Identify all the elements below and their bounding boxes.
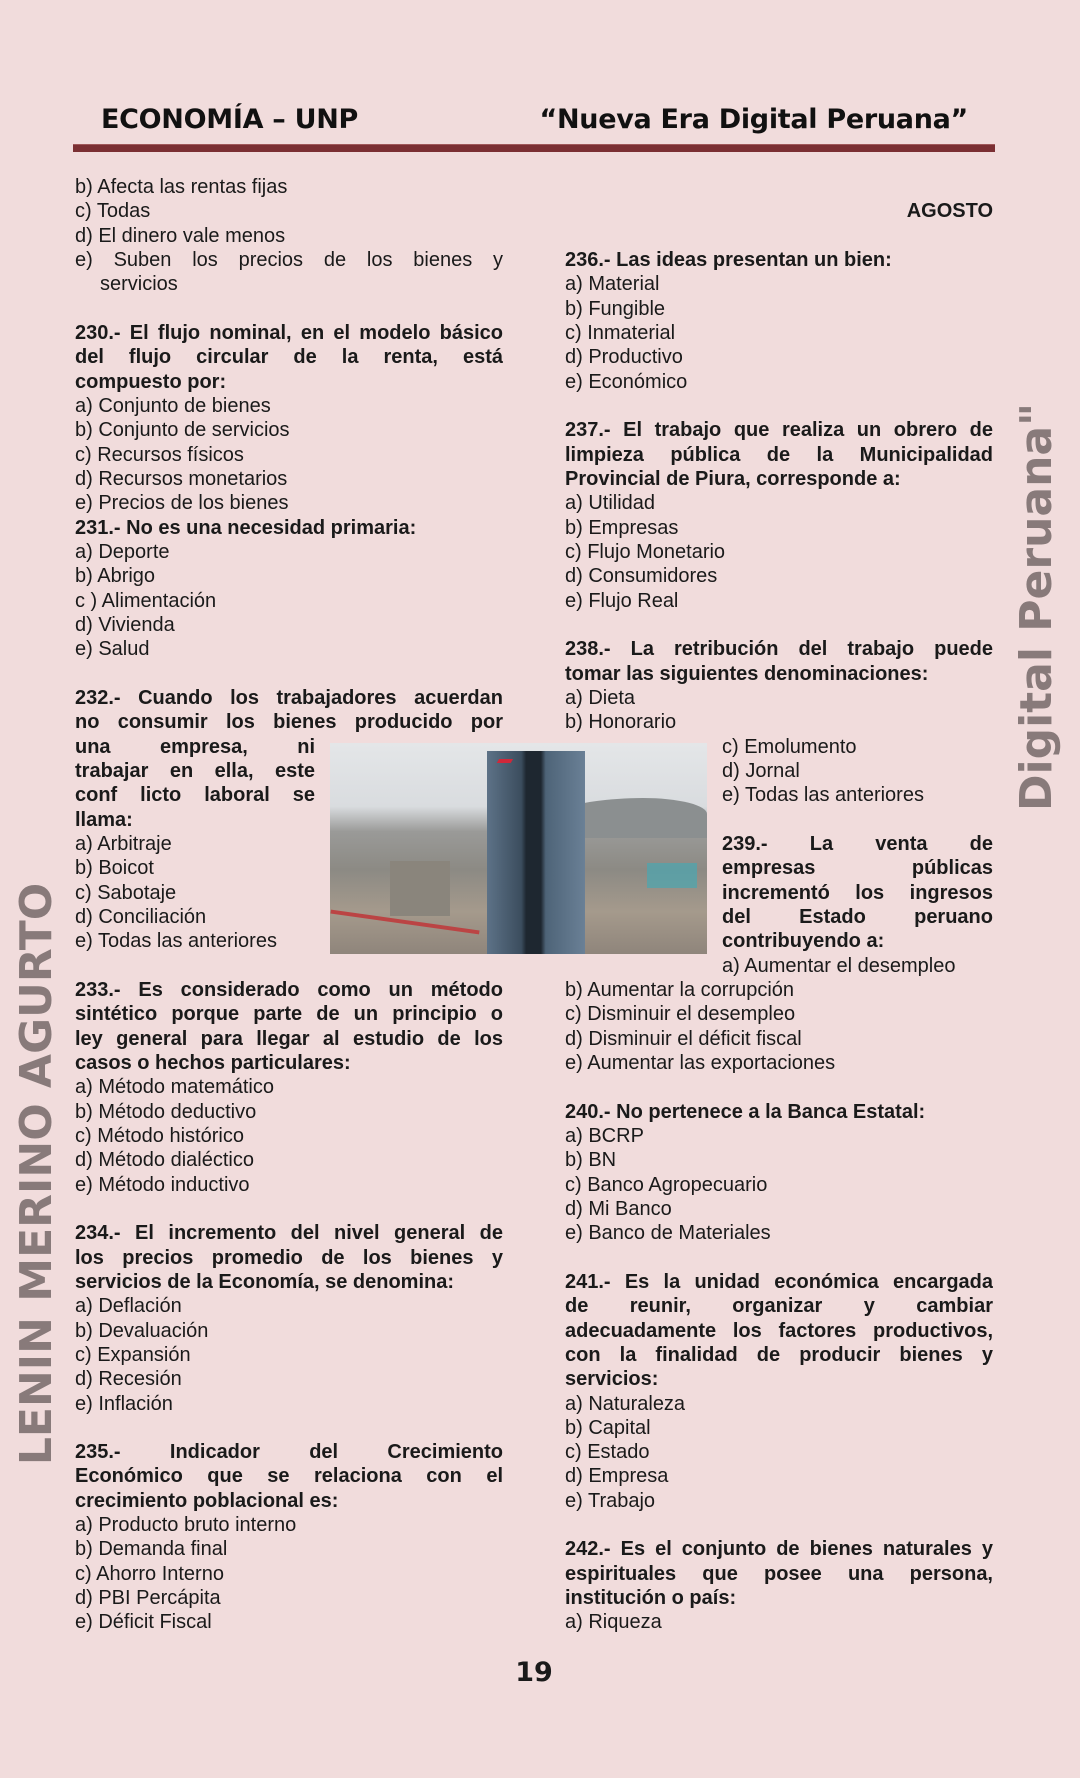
- question-text: llama:: [75, 808, 133, 831]
- question-text: ley general para llegar al estudio de los: [75, 1027, 503, 1050]
- answer-option: b) Boicot: [75, 857, 154, 880]
- answer-option: a) Naturaleza: [565, 1392, 686, 1415]
- answer-option: b) Empresas: [565, 516, 679, 539]
- question-text: espirituales que posee una persona,: [565, 1562, 993, 1585]
- question-text: una empresa, ni: [75, 735, 315, 758]
- answer-option: c) Disminuir el desempleo: [565, 1003, 796, 1026]
- question-text: 235.- Indicador del Crecimiento: [75, 1441, 503, 1464]
- answer-option: e) Aumentar las exportaciones: [565, 1051, 836, 1074]
- question-text: 239.- La venta de: [722, 832, 993, 855]
- answer-option: c) Todas: [75, 200, 151, 223]
- answer-option: e) Déficit Fiscal: [75, 1611, 212, 1634]
- question-text: los precios promedio de los bienes y: [75, 1246, 503, 1269]
- answer-option: c) Sabotaje: [75, 881, 177, 904]
- question-text: contribuyendo a:: [722, 930, 885, 953]
- answer-option: a) Deporte: [75, 540, 170, 563]
- header-title: “Nueva Era Digital Peruana”: [539, 104, 968, 135]
- answer-option: a) Material: [565, 273, 660, 296]
- question-text: 236.- Las ideas presentan un bien:: [565, 248, 892, 271]
- question-text: 233.- Es considerado como un método: [75, 978, 503, 1001]
- question-text: 232.- Cuando los trabajadores acuerdan: [75, 686, 503, 709]
- answer-option: c) Expansión: [75, 1343, 191, 1366]
- watermark-author: LENIN MERINO AGURTO: [11, 882, 62, 1466]
- answer-option: e) Inflación: [75, 1392, 173, 1415]
- answer-option: b) Método deductivo: [75, 1100, 257, 1123]
- question-text: 234.- El incremento del nivel general de: [75, 1222, 503, 1245]
- answer-option: d) Recesión: [75, 1368, 182, 1391]
- answer-option: b) Conjunto de servicios: [75, 419, 290, 442]
- answer-option: e) Todas las anteriores: [75, 930, 277, 953]
- tower-photo: [330, 743, 707, 954]
- answer-option: c) Banco Agropecuario: [565, 1173, 768, 1196]
- header-rule: [73, 144, 995, 152]
- question-text: del Estado peruano: [722, 905, 993, 928]
- photo-tower: [487, 751, 585, 954]
- watermark-brand: Digital Peruana": [1011, 402, 1062, 812]
- question-text: empresas públicas: [722, 857, 993, 880]
- answer-option: a) Utilidad: [565, 492, 656, 515]
- question-text: del flujo circular de la renta, está: [75, 346, 503, 369]
- answer-option: d) El dinero vale menos: [75, 224, 286, 247]
- answer-option: a) Conjunto de bienes: [75, 394, 271, 417]
- answer-option: e) Todas las anteriores: [722, 784, 924, 807]
- answer-option: b) Devaluación: [75, 1319, 209, 1342]
- question-text: tomar las siguientes denominaciones:: [565, 662, 929, 685]
- answer-option: d) Método dialéctico: [75, 1149, 254, 1172]
- answer-option: c) Estado: [565, 1441, 650, 1464]
- answer-option: b) BN: [565, 1149, 617, 1172]
- answer-option: e) Banco de Materiales: [565, 1222, 771, 1245]
- answer-option: e) Suben los precios de los bienes y: [75, 248, 503, 271]
- answer-option: d) Consumidores: [565, 565, 718, 588]
- question-text: 237.- El trabajo que realiza un obrero de: [565, 419, 993, 442]
- question-text: crecimiento poblacional es:: [75, 1489, 339, 1512]
- answer-option: b) Abrigo: [75, 565, 156, 588]
- answer-option: a) BCRP: [565, 1124, 644, 1147]
- answer-option: b) Aumentar la corrupción: [565, 978, 795, 1001]
- answer-option: a) Deflación: [75, 1295, 182, 1318]
- question-text: Provincial de Piura, corresponde a:: [565, 467, 901, 490]
- photo-building: [390, 861, 450, 916]
- question-text: sintético porque parte de un principio o: [75, 1003, 503, 1026]
- answer-option: c) Ahorro Interno: [75, 1562, 224, 1585]
- answer-option: c) Flujo Monetario: [565, 540, 726, 563]
- question-text: servicios:: [565, 1368, 659, 1391]
- question-text: compuesto por:: [75, 370, 227, 393]
- question-text: 241.- Es la unidad económica encargada: [565, 1270, 993, 1293]
- answer-option: servicios: [100, 273, 178, 296]
- header-subject: ECONOMÍA – UNP: [101, 104, 358, 135]
- answer-option: e) Económico: [565, 370, 688, 393]
- answer-option: c) Recursos físicos: [75, 443, 244, 466]
- answer-option: c) Emolumento: [722, 735, 857, 758]
- answer-option: c) Inmaterial: [565, 321, 676, 344]
- answer-option: c) Método histórico: [75, 1124, 244, 1147]
- question-text: con la finalidad de producir bienes y: [565, 1343, 993, 1366]
- answer-option: d) Disminuir el déficit fiscal: [565, 1027, 802, 1050]
- photo-colored-houses: [647, 863, 697, 888]
- answer-option: b) Fungible: [565, 297, 666, 320]
- answer-option: d) Empresa: [565, 1465, 669, 1488]
- question-text: Económico que se relaciona con el: [75, 1465, 503, 1488]
- answer-option: a) Método matemático: [75, 1076, 274, 1099]
- question-text: 230.- El flujo nominal, en el modelo básico: [75, 321, 503, 344]
- answer-option: e) Flujo Real: [565, 589, 679, 612]
- month-label: AGOSTO: [906, 200, 993, 223]
- answer-option: c ) Alimentación: [75, 589, 217, 612]
- question-text: casos o hechos particulares:: [75, 1051, 351, 1074]
- answer-option: a) Producto bruto interno: [75, 1514, 297, 1537]
- answer-option: a) Dieta: [565, 686, 636, 709]
- answer-option: d) Conciliación: [75, 905, 207, 928]
- question-text: no consumir los bienes producido por: [75, 711, 503, 734]
- question-text: trabajar en ella, este: [75, 759, 315, 782]
- question-text: adecuadamente los factores productivos,: [565, 1319, 993, 1342]
- answer-option: e) Precios de los bienes: [75, 492, 289, 515]
- answer-option: b) Capital: [565, 1416, 651, 1439]
- question-text: 240.- No pertenece a la Banca Estatal:: [565, 1100, 926, 1123]
- answer-option: e) Trabajo: [565, 1489, 656, 1512]
- question-text: limpieza pública de la Municipalidad: [565, 443, 993, 466]
- answer-option: e) Método inductivo: [75, 1173, 250, 1196]
- answer-option: d) Vivienda: [75, 613, 175, 636]
- answer-option: b) Honorario: [565, 711, 677, 734]
- question-text: incrementó los ingresos: [722, 881, 993, 904]
- question-text: 238.- La retribución del trabajo puede: [565, 638, 993, 661]
- page-number: 19: [515, 1657, 553, 1688]
- question-text: institución o país:: [565, 1587, 737, 1610]
- question-text: 242.- Es el conjunto de bienes naturales y: [565, 1538, 993, 1561]
- answer-option: b) Demanda final: [75, 1538, 228, 1561]
- answer-option: d) PBI Percápita: [75, 1587, 221, 1610]
- answer-option: a) Arbitraje: [75, 832, 172, 855]
- bank-logo-icon: [491, 759, 513, 773]
- answer-option: e) Salud: [75, 638, 150, 661]
- answer-option: b) Afecta las rentas fijas: [75, 176, 288, 198]
- answer-option: d) Jornal: [722, 759, 800, 782]
- answer-option: d) Recursos monetarios: [75, 467, 288, 490]
- answer-option: a) Aumentar el desempleo: [722, 954, 956, 977]
- question-text: 231.- No es una necesidad primaria:: [75, 516, 417, 539]
- question-text: de reunir, organizar y cambiar: [565, 1295, 993, 1318]
- answer-option: d) Productivo: [565, 346, 683, 369]
- answer-option: d) Mi Banco: [565, 1197, 672, 1220]
- question-text: servicios de la Economía, se denomina:: [75, 1270, 455, 1293]
- question-text: conf licto laboral se: [75, 784, 315, 807]
- answer-option: a) Riqueza: [565, 1611, 662, 1634]
